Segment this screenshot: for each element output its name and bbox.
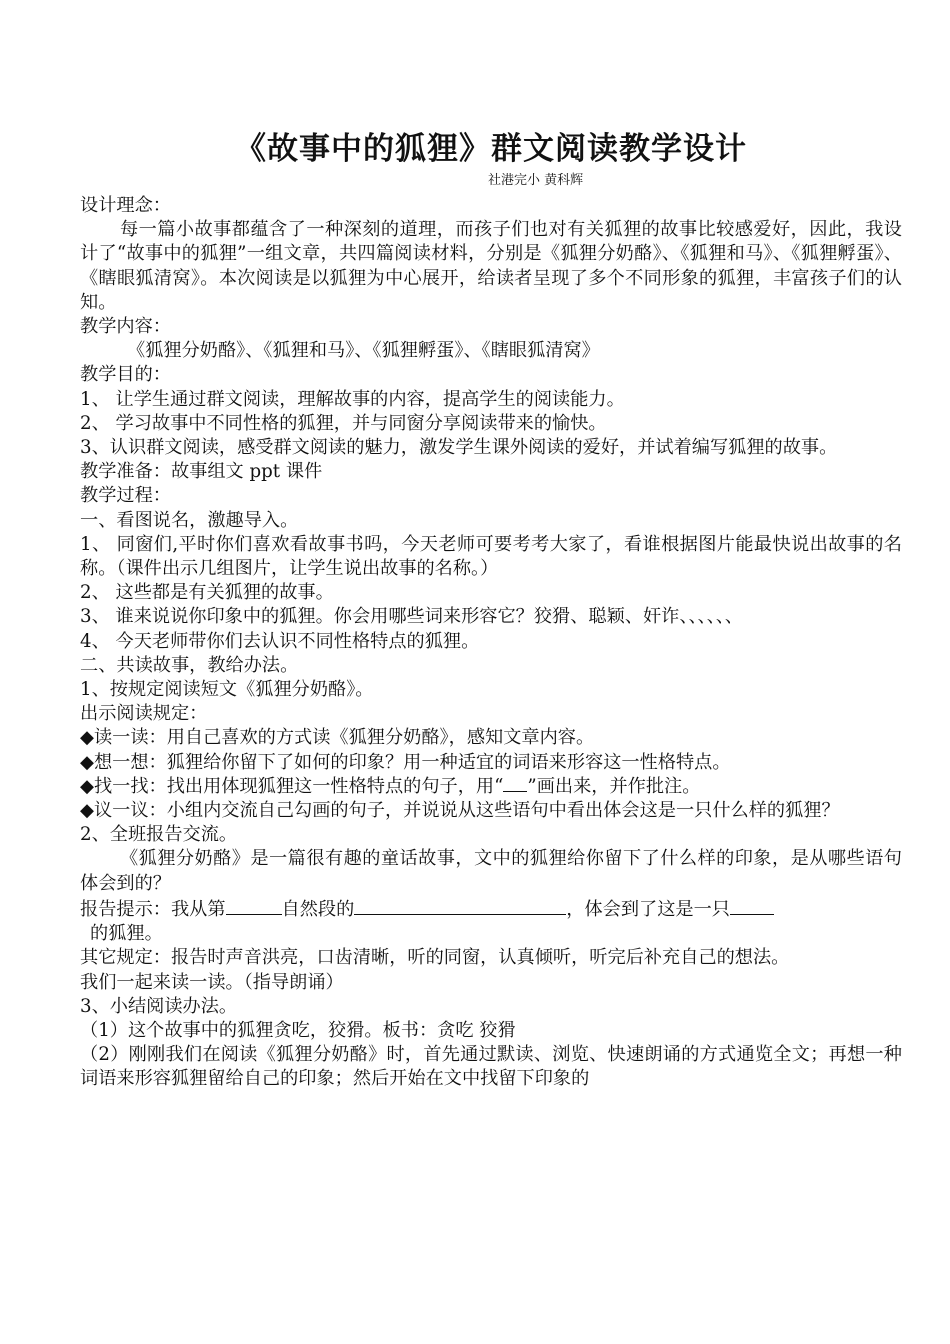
goal-item: 1、 让学生通过群文阅读，理解故事的内容，提高学生的阅读能力。 (80, 388, 625, 410)
concept-heading: 设计理念： (80, 195, 171, 216)
fill-blank (226, 896, 282, 915)
read-together: 我们一起来读一读。（指导朗诵） (80, 971, 344, 993)
preparation-line: 教学准备：故事组文 ppt 课件 (80, 461, 323, 483)
goals-heading: 教学目的： (80, 364, 171, 386)
author-line: 社港完小 黄科辉 (488, 173, 584, 188)
document-title: 《故事中的狐狸》群文阅读教学设计 (235, 131, 747, 167)
part1-item: 2、 这些都是有关狐狸的故事。 (80, 582, 334, 604)
rules-heading: 出示阅读规定： (80, 703, 208, 725)
process-heading: 教学过程： (80, 485, 171, 507)
hint-text: 报告提示：我从第 (80, 898, 226, 920)
underline-mark (503, 775, 527, 792)
fill-blank (730, 896, 774, 915)
rule-text: ◆找一找：找出用体现狐狸这一性格特点的句子，用“ (80, 775, 504, 797)
rule-item: ◆读一读：用自己喜欢的方式读《狐狸分奶酪》，感知文章内容。 (80, 727, 595, 749)
part2-heading: 二、共读故事，教给办法。 (80, 654, 299, 676)
fill-blank (354, 896, 566, 915)
concept-paragraph: 每一篇小故事都蕴含了一种深刻的道理，而孩子们也对有关狐狸的故事比较感爱好，因此，我设计了“故事中的狐狸”一组文章，共四篇阅读材料，分别是《狐狸分奶酪》、《狐狸和马》、《狐狸孵蛋》、《瞎眼狐清窝》。本次阅读是以狐狸为中心展开，给读者呈现了多个不同形象的狐狸，丰富孩子们的认知。 (80, 219, 902, 313)
summary-item: （1）这个故事中的狐狸贪吃，狡猾。板书：贪吃 狡猾 (80, 1019, 516, 1041)
rule-item: ◆想一想：狐狸给你留下了如何的印象？用一种适宜的词语来形容这一性格特点。 (80, 751, 731, 773)
goal-item: 2、 学习故事中不同性格的狐狸，并与同窗分享阅读带来的愉快。 (80, 412, 607, 434)
rule-text: ”画出来，并作批注。 (527, 775, 701, 797)
report-hint (80, 896, 902, 922)
rule-item: ◆议一议：小组内交流自己勾画的句子，并说说从这些语句中看出体会这是一只什么样的狐狸？ (80, 800, 840, 822)
content-heading: 教学内容： (80, 316, 171, 338)
report-hint-end: 的狐狸。 (90, 923, 163, 945)
hint-text: 自然段的 (281, 898, 355, 920)
part1-item: 1、 同窗们,平时你们喜欢看故事书吗，今天老师可要考考大家了，看谁根据图片能最快说出故事的名称。（课件出示几组图片，让学生说出故事的名称。） (80, 533, 902, 580)
part1-item: 3、 谁来说说你印象中的狐狸。你会用哪些词来形容它？狡猾、聪颖、奸诈、、、、、、 (80, 606, 743, 628)
part2-paragraph: 《狐狸分奶酪》是一篇很有趣的童话故事，文中的狐狸给你留下了什么样的印象，是从哪些语句体会到的？ (80, 848, 902, 894)
document-page (80, 126, 902, 1092)
rule-item (80, 775, 902, 799)
part2-item: 3、小结阅读办法。 (80, 995, 238, 1017)
part1-heading: 一、看图说名，激趣导入。 (80, 509, 299, 531)
other-rules: 其它规定：报告时声音洪亮，口齿清晰，听的同窗，认真倾听，听完后补充自己的想法。 (80, 947, 790, 969)
summary-item: （2）刚刚我们在阅读《狐狸分奶酪》时，首先通过默读、浏览、快速朗诵的方式通览全文；再想一种词语来形容狐狸留给自己的印象；然后开始在文中找留下印象的 (80, 1044, 902, 1090)
content-text: 《狐狸分奶酪》、《狐狸和马》、《狐狸孵蛋》、《瞎眼狐清窝》 (127, 340, 600, 362)
part1-item: 4、 今天老师带你们去认识不同性格特点的狐狸。 (80, 630, 480, 652)
part2-item: 1、按规定阅读短文《狐狸分奶酪》。 (80, 679, 374, 701)
goal-item: 3、认识群文阅读，感受群文阅读的魅力，激发学生课外阅读的爱好，并试着编写狐狸的故事。 (80, 437, 838, 459)
part2-item: 2、全班报告交流。 (80, 824, 238, 846)
hint-text: ，体会到了这是一只 (566, 898, 730, 920)
